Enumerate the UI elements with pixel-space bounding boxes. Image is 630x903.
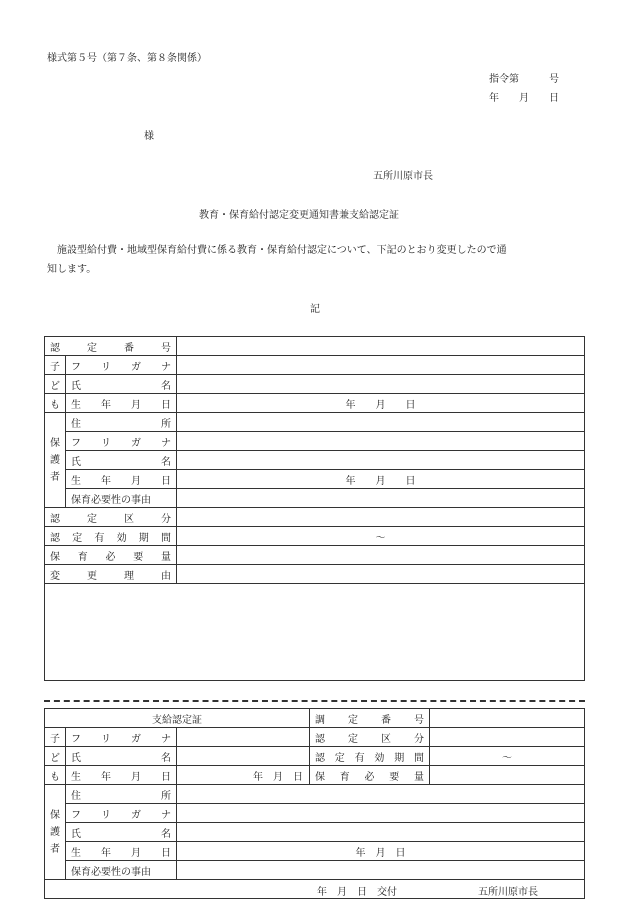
card-child-group-char-2: ど xyxy=(45,747,66,766)
card-child-name-label: 氏 名 xyxy=(66,747,177,766)
cert-number-label: 認 定 番 号 xyxy=(45,337,177,356)
form-number: 様式第５号（第７条、第８条関係） xyxy=(47,53,207,64)
child-group-char-1: 子 xyxy=(45,356,66,375)
child-birthdate-label: 生 年 月 日 xyxy=(66,394,177,413)
card-child-group-char-3: も xyxy=(45,766,66,785)
guardian-birthdate-label: 生 年 月 日 xyxy=(66,470,177,489)
guardian-furigana-label: フ リ ガ ナ xyxy=(66,432,177,451)
body-text-line-2: 知します。 xyxy=(47,264,97,275)
card-child-group-char-1: 子 xyxy=(45,728,66,747)
change-reason-value xyxy=(177,565,585,584)
child-furigana-label: フ リ ガ ナ xyxy=(66,356,177,375)
need-reason-label: 保育必要性の事由 xyxy=(66,489,177,508)
care-amount-label: 保 育 必 要 量 xyxy=(45,546,177,565)
guardian-name-label: 氏 名 xyxy=(66,451,177,470)
body-text-line-1: 施設型給付費・地域型保育給付費に係る教育・保育給付認定について、下記のとおり変更したので通 xyxy=(47,245,507,256)
card-valid-period-value: ～ xyxy=(430,747,585,766)
card-need-reason-value xyxy=(177,861,585,880)
cert-category-label: 認 定 区 分 xyxy=(45,508,177,527)
cut-line xyxy=(44,700,585,702)
change-reason-box xyxy=(45,584,585,681)
card-child-furigana-label: フ リ ガ ナ xyxy=(66,728,177,747)
card-guardian-birthdate-value: 年 月 日 xyxy=(177,842,585,861)
card-guardian-name-label: 氏 名 xyxy=(66,823,177,842)
cert-number-value xyxy=(177,337,585,356)
card-care-amount-label: 保 育 必 要 量 xyxy=(310,766,430,785)
change-reason-label: 変 更 理 由 xyxy=(45,565,177,584)
child-furigana-value xyxy=(177,356,585,375)
guardian-furigana-value xyxy=(177,432,585,451)
card-child-birthdate-label: 生 年 月 日 xyxy=(66,766,177,785)
card-guardian-address-label: 住 所 xyxy=(66,785,177,804)
recipient-suffix: 様 xyxy=(144,131,154,142)
issuer: 五所川原市長 xyxy=(373,171,433,182)
guardian-birthdate-value: 年 月 日 xyxy=(177,470,585,489)
cert-category-value xyxy=(177,508,585,527)
child-name-label: 氏 名 xyxy=(66,375,177,394)
valid-period-value: ～ xyxy=(177,527,585,546)
card-guardian-name-value xyxy=(177,823,585,842)
card-title: 支給認定証 xyxy=(45,709,310,728)
card-child-furigana-value xyxy=(177,728,310,747)
card-issue-row xyxy=(45,880,585,899)
card-child-birthdate-value: 年 月 日 xyxy=(177,766,310,785)
card-valid-period-label: 認 定 有 効 期 間 xyxy=(310,747,430,766)
card-guardian-address-value xyxy=(177,785,585,804)
guardian-address-label: 住 所 xyxy=(66,413,177,432)
need-reason-value xyxy=(177,489,585,508)
coord-number-value xyxy=(430,709,585,728)
document-number: 指令第 号 xyxy=(489,74,559,85)
ki-heading: 記 xyxy=(310,304,320,315)
guardian-address-value xyxy=(177,413,585,432)
child-group-char-2: ど xyxy=(45,375,66,394)
guardian-name-value xyxy=(177,451,585,470)
certificate-change-table xyxy=(44,336,585,681)
card-need-reason-label: 保育必要性の事由 xyxy=(66,861,177,880)
card-cert-category-value xyxy=(430,728,585,747)
child-name-value xyxy=(177,375,585,394)
guardian-group-label: 保 護 者 xyxy=(45,413,66,508)
coord-number-label: 調 定 番 号 xyxy=(310,709,430,728)
card-cert-category-label: 認 定 区 分 xyxy=(310,728,430,747)
child-birthdate-value: 年 月 日 xyxy=(177,394,585,413)
card-care-amount-value xyxy=(430,766,585,785)
care-amount-value xyxy=(177,546,585,565)
document-title: 教育・保育給付認定変更通知書兼支給認定証 xyxy=(199,210,399,221)
card-issuer: 五所川原市長 xyxy=(478,886,538,898)
valid-period-label: 認 定 有 効 期 間 xyxy=(45,527,177,546)
issue-date: 年 月 日 xyxy=(489,93,559,104)
card-guardian-furigana-value xyxy=(177,804,585,823)
card-guardian-group-label: 保 護 者 xyxy=(45,785,66,880)
card-guardian-furigana-label: フ リ ガ ナ xyxy=(66,804,177,823)
card-issued-date: 年 月 日 交付 xyxy=(317,886,397,898)
child-group-char-3: も xyxy=(45,394,66,413)
payment-certificate-table xyxy=(44,708,585,899)
card-guardian-birthdate-label: 生 年 月 日 xyxy=(66,842,177,861)
card-child-name-value xyxy=(177,747,310,766)
